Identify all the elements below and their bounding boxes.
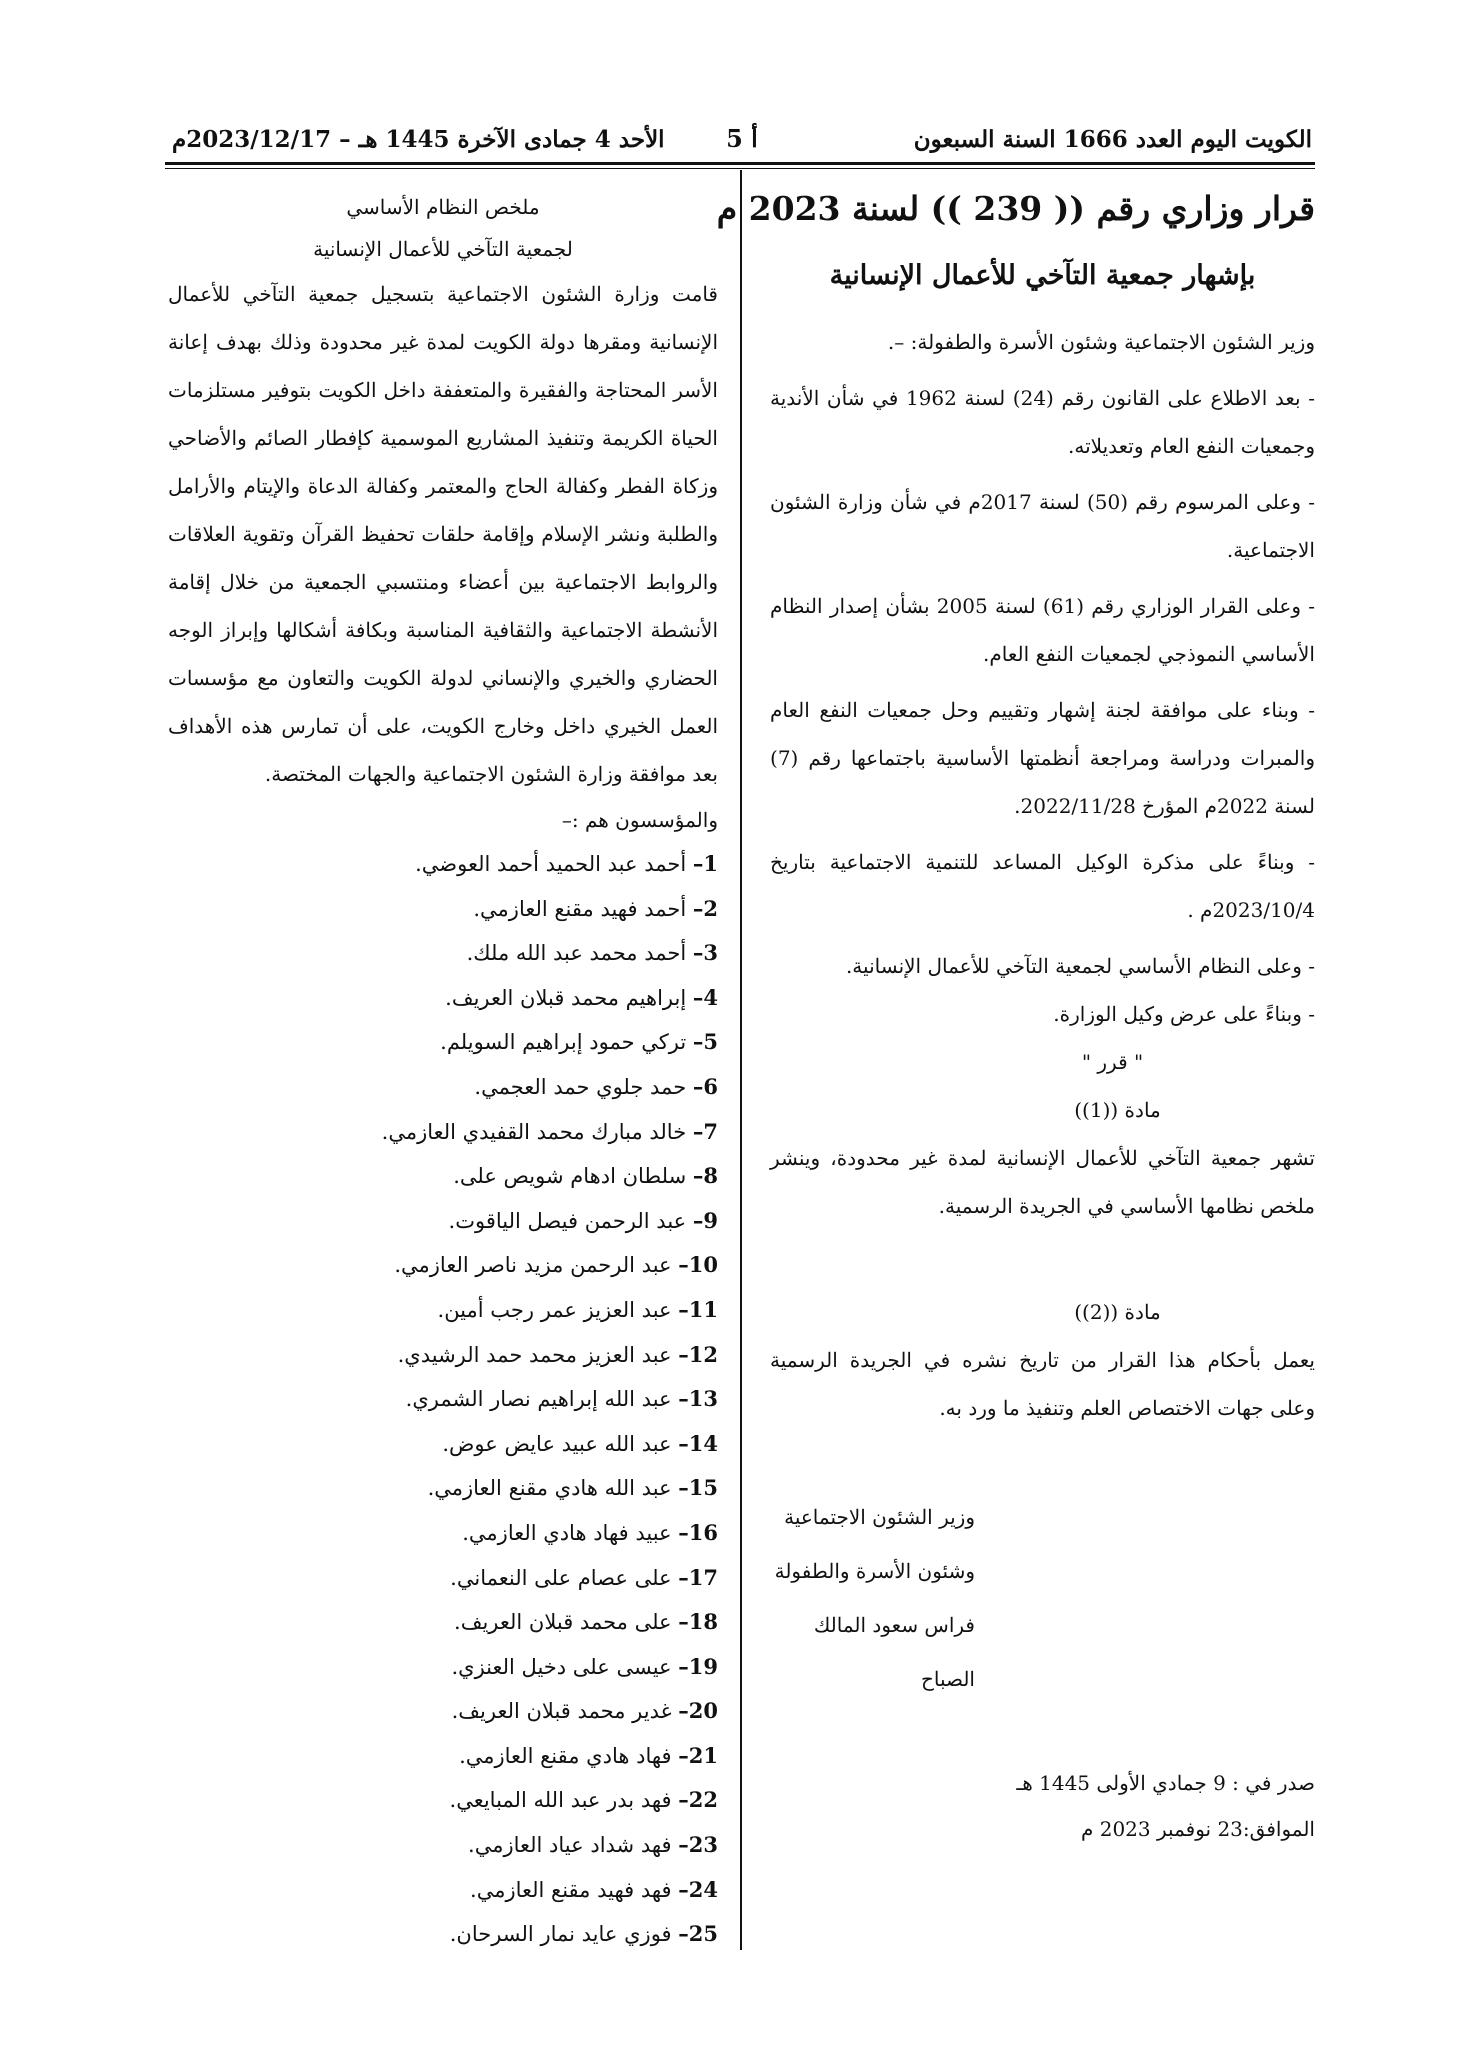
founder-name: خالد مبارك محمد القفيدي العازمي.	[381, 1119, 687, 1144]
summary-title: ملخص النظام الأساسي	[346, 195, 540, 219]
list-item	[168, 1110, 718, 1155]
decree-subtitle: بإشهار جمعية التآخي للأعمال الإنسانية	[829, 260, 1256, 291]
founder-number: 1–	[692, 851, 718, 876]
list-item	[168, 887, 718, 932]
list-item	[168, 1377, 718, 1422]
list-item	[168, 1288, 718, 1333]
list-item	[168, 1154, 718, 1199]
list-item	[168, 1689, 718, 1734]
founder-number: 6–	[692, 1073, 718, 1099]
founder-number: 18–	[678, 1609, 718, 1635]
founder-number: 7–	[692, 1118, 718, 1144]
header-page-number: أ 5	[726, 124, 758, 153]
list-item	[168, 1199, 718, 1244]
founder-name: عبد العزيز عمر رجب أمين.	[437, 1297, 672, 1322]
list-item	[168, 931, 718, 976]
list-item	[168, 1734, 718, 1779]
column-divider	[740, 170, 742, 1950]
recital: - وعلى النظام الأساسي لجمعية التآخي للأعمال الإنسانية.	[845, 954, 1315, 978]
founder-number: 12–	[678, 1341, 718, 1367]
founder-name: حمد جلوي حمد العجمي.	[474, 1074, 687, 1099]
founder-number: 25–	[678, 1921, 718, 1947]
signature-block	[770, 1490, 1315, 1706]
founder-name: أحمد عبد الحميد أحمد العوضي.	[415, 852, 687, 876]
founder-number: 15–	[678, 1475, 718, 1501]
founder-name: عبد الرحمن مزيد ناصر العازمي.	[394, 1253, 672, 1278]
list-item	[168, 1778, 718, 1823]
issued-hijri: صدر في : 9 جمادي الأولى 1445 هـ	[1016, 1771, 1315, 1795]
list-item	[168, 1243, 718, 1288]
founder-name: غدير محمد قبلان العريف.	[451, 1699, 672, 1724]
decree-column	[716, 180, 1316, 1852]
founder-number: 24–	[678, 1876, 718, 1902]
decided-heading: " قرر "	[1081, 1050, 1144, 1074]
founder-number: 16–	[678, 1519, 718, 1545]
founder-number: 23–	[678, 1832, 718, 1858]
founder-name: تركي حمود إبراهيم السويلم.	[440, 1030, 687, 1055]
recital: - وبناءً على عرض وكيل الوزارة.	[1053, 1002, 1315, 1026]
founder-name: فهاد هادي مقنع العازمي.	[459, 1743, 672, 1768]
founder-number: 10–	[678, 1252, 718, 1278]
founder-number: 17–	[678, 1564, 718, 1590]
recital: - وعلى القرار الوزاري رقم (61) لسنة 2005 بشأن إصدار النظام الأساسي النموذجي لجمعيات النفع العام.	[770, 594, 1315, 666]
founder-name: عبيد فهاد هادي العازمي.	[462, 1520, 672, 1545]
recital: - بعد الاطلاع على القانون رقم (24) لسنة 1962 في شأن الأندية وجمعيات النفع العام وتعديلاته.	[770, 386, 1315, 458]
founders-label: والمؤسسون هم :–	[561, 808, 718, 832]
decree-title: قرار وزاري رقم (( 239 )) لسنة 2023 م	[716, 189, 1315, 228]
signature-line-2: وشئون الأسرة والطفولة	[774, 1559, 975, 1583]
founder-number: 20–	[678, 1698, 718, 1724]
founder-name: أحمد فهيد مقنع العازمي.	[473, 896, 687, 921]
list-item	[168, 1422, 718, 1467]
founder-name: أحمد محمد عبد الله ملك.	[466, 941, 687, 966]
list-item	[168, 1511, 718, 1556]
list-item	[168, 1823, 718, 1868]
founder-name: عبد الرحمن فيصل الياقوت.	[448, 1208, 687, 1233]
decree-intro: وزير الشئون الاجتماعية وشئون الأسرة والطفولة: –.	[887, 330, 1315, 354]
list-item	[168, 1600, 718, 1645]
founder-name: على محمد قبلان العريف.	[454, 1610, 672, 1635]
header-date: الأحد 4 جمادى الآخرة 1445 هـ – 2023/12/17م	[172, 126, 665, 153]
founder-number: 21–	[678, 1742, 718, 1768]
founder-number: 2–	[692, 895, 718, 921]
founders-list	[168, 842, 718, 1957]
founder-name: فوزي عايد نمار السرحان.	[449, 1922, 672, 1947]
article-1-text: تشهر جمعية التآخي للأعمال الإنسانية لمدة غير محدودة، وينشر ملخص نظامها الأساسي في الجريدة الرسمية.	[770, 1146, 1315, 1218]
founder-name: سلطان ادهام شويص على.	[453, 1164, 687, 1189]
list-item	[168, 1645, 718, 1690]
founder-number: 5–	[692, 1029, 718, 1055]
list-item	[168, 1868, 718, 1913]
founder-number: 19–	[678, 1653, 718, 1679]
founder-name: عبد الله عبيد عايض عوض.	[442, 1431, 672, 1456]
header-rule-thin	[165, 168, 1315, 169]
list-item	[168, 1333, 718, 1378]
founder-name: عبد الله هادي مقنع العازمي.	[427, 1476, 672, 1501]
founder-number: 4–	[692, 984, 718, 1010]
article-2-text: يعمل بأحكام هذا القرار من تاريخ نشره في الجريدة الرسمية وعلى جهات الاختصاص العلم وتنفيذ ما ورد به.	[770, 1348, 1315, 1420]
signature-line-1: وزير الشئون الاجتماعية	[784, 1505, 975, 1529]
header-issue: الكويت اليوم العدد 1666 السنة السبعون	[913, 126, 1312, 153]
list-item	[168, 1020, 718, 1065]
founder-number: 8–	[692, 1163, 718, 1189]
founder-name: فهد شداد عياد العازمي.	[468, 1833, 672, 1858]
founder-name: فهد فهيد مقنع العازمي.	[470, 1877, 672, 1902]
issued-gregorian: الموافق:23 نوفمبر 2023 م	[1080, 1817, 1315, 1841]
founder-number: 11–	[678, 1296, 718, 1322]
founder-name: عبد العزيز محمد حمد الرشيدي.	[397, 1342, 672, 1367]
founder-number: 3–	[692, 940, 718, 966]
recital: - وبناء على موافقة لجنة إشهار وتقييم وحل جمعيات النفع العام والمبرات ودراسة ومراجعة أنظمتها الأساسية باجتماعها رقم (7) لسنة 2022م المؤرخ 2022/11/28.	[770, 698, 1315, 818]
founder-number: 14–	[678, 1430, 718, 1456]
recital: - وبناءً على مذكرة الوكيل المساعد للتنمية الاجتماعية بتاريخ 2023/10/4م .	[770, 850, 1315, 922]
list-item	[168, 842, 718, 887]
founder-name: إبراهيم محمد قبلان العريف.	[445, 985, 687, 1010]
founder-number: 22–	[678, 1787, 718, 1813]
list-item	[168, 1065, 718, 1110]
founder-name: على عصام على النعماني.	[450, 1565, 672, 1590]
founder-name: عيسى على دخيل العنزي.	[451, 1654, 672, 1679]
founder-number: 13–	[678, 1386, 718, 1412]
recital: - وعلى المرسوم رقم (50) لسنة 2017م في شأن وزارة الشئون الاجتماعية.	[770, 490, 1316, 562]
list-item	[168, 1556, 718, 1601]
summary-column	[168, 186, 718, 1957]
header-rule	[165, 162, 1315, 165]
signature-name: فراس سعود المالك الصباح	[813, 1613, 975, 1691]
list-item	[168, 976, 718, 1021]
article-2-title: مادة ((2))	[1074, 1300, 1161, 1324]
summary-body: قامت وزارة الشئون الاجتماعية بتسجيل جمعية التآخي للأعمال الإنسانية ومقرها دولة الكويت لمدة غير محدودة وذلك بهدف إعانة الأسر المحتاجة والفقيرة والمتعففة داخل الكويت بتوفير مستلزمات الحياة الكريمة وتنفيذ المشاريع الموسمية كإفطار الصائم والأضاحي وزكاة الفطر وكفالة الحاج والمعتمر وكفالة الدعاة والإيتام والأرامل والطلبة ونشر الإسلام وإقامة حلقات تحفيظ القرآن وتقوية العلاقات والروابط الاجتماعية بين أعضاء ومنتسبي الجمعية من خلال إقامة الأنشطة الاجتماعية والثقافية المناسبة وبكافة أشكالها وإبراز الوجه الحضاري والخيري والإنساني لدولة الكويت والتعاون مع مؤسسات العمل الخيري داخل وخارج الكويت، على أن تمارس هذه الأهداف بعد موافقة وزارة الشئون الاجتماعية والجهات المختصة.	[168, 282, 718, 786]
issue-date-block	[770, 1760, 1315, 1852]
list-item	[168, 1466, 718, 1511]
founder-name: فهد بدر عبد الله المبايعي.	[449, 1788, 672, 1813]
article-1-title: مادة ((1))	[1074, 1098, 1161, 1122]
founder-number: 9–	[692, 1207, 718, 1233]
summary-subtitle: لجمعية التآخي للأعمال الإنسانية	[313, 237, 573, 261]
list-item	[168, 1912, 718, 1957]
founder-name: عبد الله إبراهيم نصار الشمري.	[405, 1387, 672, 1412]
page-header	[172, 120, 1312, 164]
